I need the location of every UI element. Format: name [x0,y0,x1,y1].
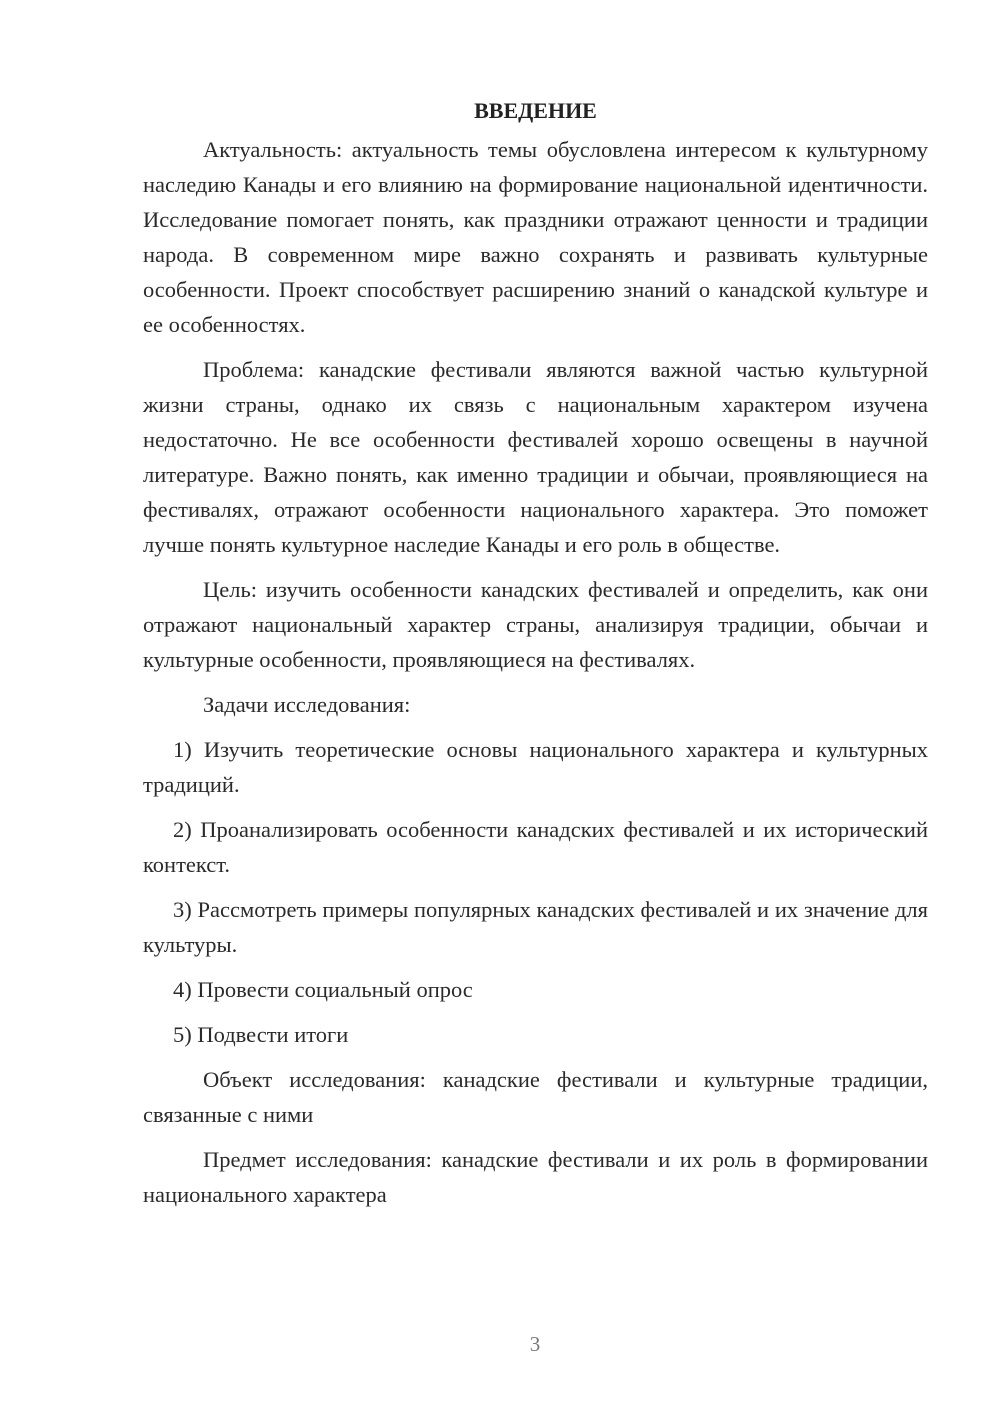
paragraph-object: Объект исследования: канадские фестивали и культурные традиции, связанные с ними [143,1067,928,1127]
page-content [143,96,928,1222]
paragraph-subject: Предмет исследования: канадские фестивали и их роль в формировании национального характера [143,1147,928,1207]
task-item-5: 5) Подвести итоги [173,1022,349,1047]
page-number: 3 [529,1332,541,1356]
tasks-heading: Задачи исследования: [203,692,411,717]
paragraph-goal: Цель: изучить особенности канадских фестивалей и определить, как они отражают национальный характер страны, анализируя традиции, обычаи и культурные особенности, проявляющиеся на фестивалях. [143,577,928,672]
task-item-2: 2) Проанализировать особенности канадских фестивалей и их исторический контекст. [143,817,928,877]
task-item-1: 1) Изучить теоретические основы национального характера и культурных традиций. [143,737,928,797]
paragraph-relevance: Актуальность: актуальность темы обусловлена интересом к культурному наследию Канады и его влиянию на формирование национальной идентичности. Исследование помогает понять, как праздники отражают ценности и традиции народа. В современном мире важно сохранять и развивать культурные особенности. Проект способствует расширению знаний о канадской культуре и ее особенностях. [143,137,928,337]
paragraph-problem: Проблема: канадские фестивали являются важной частью культурной жизни страны, однако их связь с национальным характером изучена недостаточно. Не все особенности фестивалей хорошо освещены в научной литературе. Важно понять, как именно традиции и обычаи, проявляющиеся на фестивалях, отражают особенности национального характера. Это поможет лучше понять культурное наследие Канады и его роль в обществе. [143,357,928,557]
task-item-4: 4) Провести социальный опрос [173,977,473,1002]
task-item-3: 3) Рассмотреть примеры популярных канадских фестивалей и их значение для культуры. [143,897,928,957]
section-title: ВВЕДЕНИЕ [474,98,597,123]
